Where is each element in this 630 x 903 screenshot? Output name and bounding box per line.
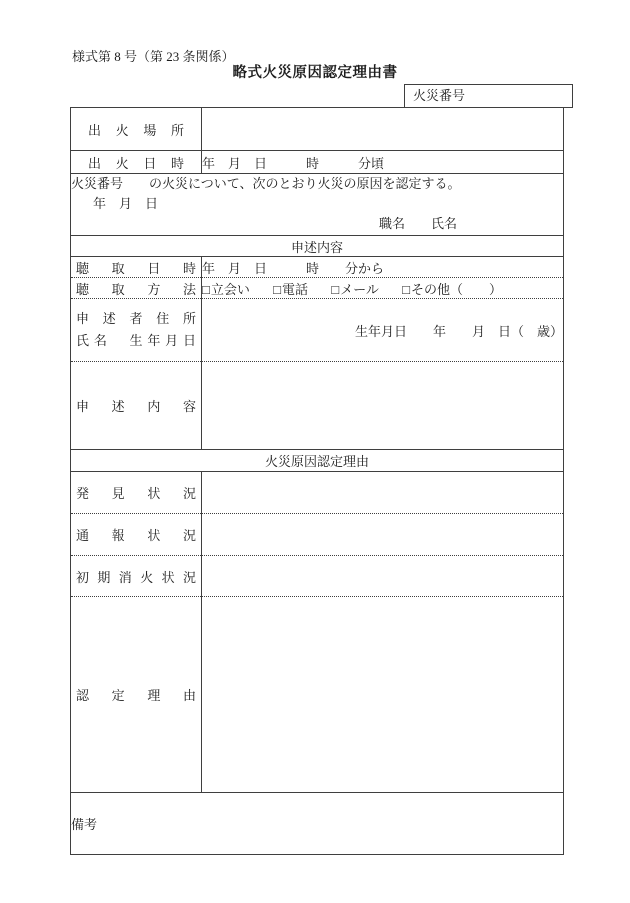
fire-datetime-label: 出火日時 xyxy=(88,155,184,171)
checkbox-icon[interactable]: □ xyxy=(402,281,410,297)
page-title: 略式火災原因認定理由書 xyxy=(232,65,398,81)
table-row xyxy=(71,556,564,597)
remarks-label: 備考 xyxy=(71,817,98,832)
hearing-method-options xyxy=(202,278,564,299)
option-label: 立会い xyxy=(210,281,250,297)
checkbox-icon[interactable]: □ xyxy=(202,281,210,297)
table-row xyxy=(71,108,564,151)
remarks-input[interactable] xyxy=(71,793,564,855)
fire-number-box[interactable] xyxy=(404,84,573,108)
declarant-label-line2: 氏名 生年月日 xyxy=(76,333,196,348)
checkbox-icon[interactable]: □ xyxy=(273,281,281,297)
option-other[interactable] xyxy=(402,282,502,297)
table-row xyxy=(71,257,564,278)
hearing-method-label: 聴取方法 xyxy=(76,281,196,297)
option-phone[interactable] xyxy=(273,282,308,297)
report-input[interactable] xyxy=(202,514,564,556)
fire-number-label: 火災番号 xyxy=(413,88,466,103)
declarant-label-line1: 申述者住所 xyxy=(76,311,196,326)
initial-firefighting-input[interactable] xyxy=(202,556,564,597)
table-row xyxy=(71,450,564,472)
form-table xyxy=(70,107,564,855)
determination-reason-label-cell xyxy=(71,597,202,793)
hearing-datetime-label: 聴取日時 xyxy=(76,260,196,276)
checkbox-icon[interactable]: □ xyxy=(331,281,340,297)
fire-location-label-cell xyxy=(71,108,202,151)
form-number: 様式第 8 号（第 23 条関係） xyxy=(72,49,235,64)
initial-firefighting-label-cell xyxy=(71,556,202,597)
hearing-datetime-label-cell xyxy=(71,257,202,278)
table-row xyxy=(71,236,564,257)
determination-statement xyxy=(71,174,564,236)
statement-content-label: 申述内容 xyxy=(76,399,196,414)
hearing-method-label-cell xyxy=(71,278,202,299)
determination-reason-input[interactable] xyxy=(202,597,564,793)
option-label: メール xyxy=(340,281,379,297)
table-row xyxy=(71,278,564,299)
discovery-label: 発見状況 xyxy=(76,486,196,501)
statement-content-label-cell xyxy=(71,362,202,450)
table-row xyxy=(71,597,564,793)
statement-signer-line: 職名 氏名 xyxy=(379,216,458,231)
discovery-label-cell xyxy=(71,472,202,514)
discovery-input[interactable] xyxy=(202,472,564,514)
fire-datetime-label-cell xyxy=(71,151,202,174)
declarant-label-cell xyxy=(71,299,202,362)
option-email[interactable] xyxy=(331,282,379,297)
declarant-input[interactable] xyxy=(202,299,564,362)
statement-section-header: 申述内容 xyxy=(71,236,564,257)
statement-date-line: 年 月 日 xyxy=(93,196,159,211)
table-row xyxy=(71,472,564,514)
table-row xyxy=(71,299,564,362)
option-label: その他（ ） xyxy=(410,281,502,297)
table-row xyxy=(71,151,564,174)
statement-content-input[interactable] xyxy=(202,362,564,450)
table-row xyxy=(71,174,564,236)
option-label: 電話 xyxy=(281,281,308,297)
determination-reason-label: 認定理由 xyxy=(76,688,196,703)
table-row xyxy=(71,362,564,450)
statement-line1: 火災番号 の火災について、次のとおり火災の原因を認定する。 xyxy=(71,176,461,191)
table-row xyxy=(71,793,564,855)
hearing-datetime-input[interactable]: 年 月 日 時 分から xyxy=(202,257,564,278)
fire-datetime-input[interactable]: 年 月 日 時 分頃 xyxy=(202,151,564,174)
fire-location-label: 出火場所 xyxy=(88,122,184,138)
report-label: 通報状況 xyxy=(76,528,196,543)
report-label-cell xyxy=(71,514,202,556)
option-attendance[interactable] xyxy=(202,282,250,297)
reason-section-header: 火災原因認定理由 xyxy=(71,450,564,472)
fire-location-input[interactable] xyxy=(202,108,564,151)
birth-date-line: 生年月日 年 月 日（ 歳） xyxy=(354,323,563,339)
table-row xyxy=(71,514,564,556)
initial-firefighting-label: 初期消火状況 xyxy=(76,569,196,585)
